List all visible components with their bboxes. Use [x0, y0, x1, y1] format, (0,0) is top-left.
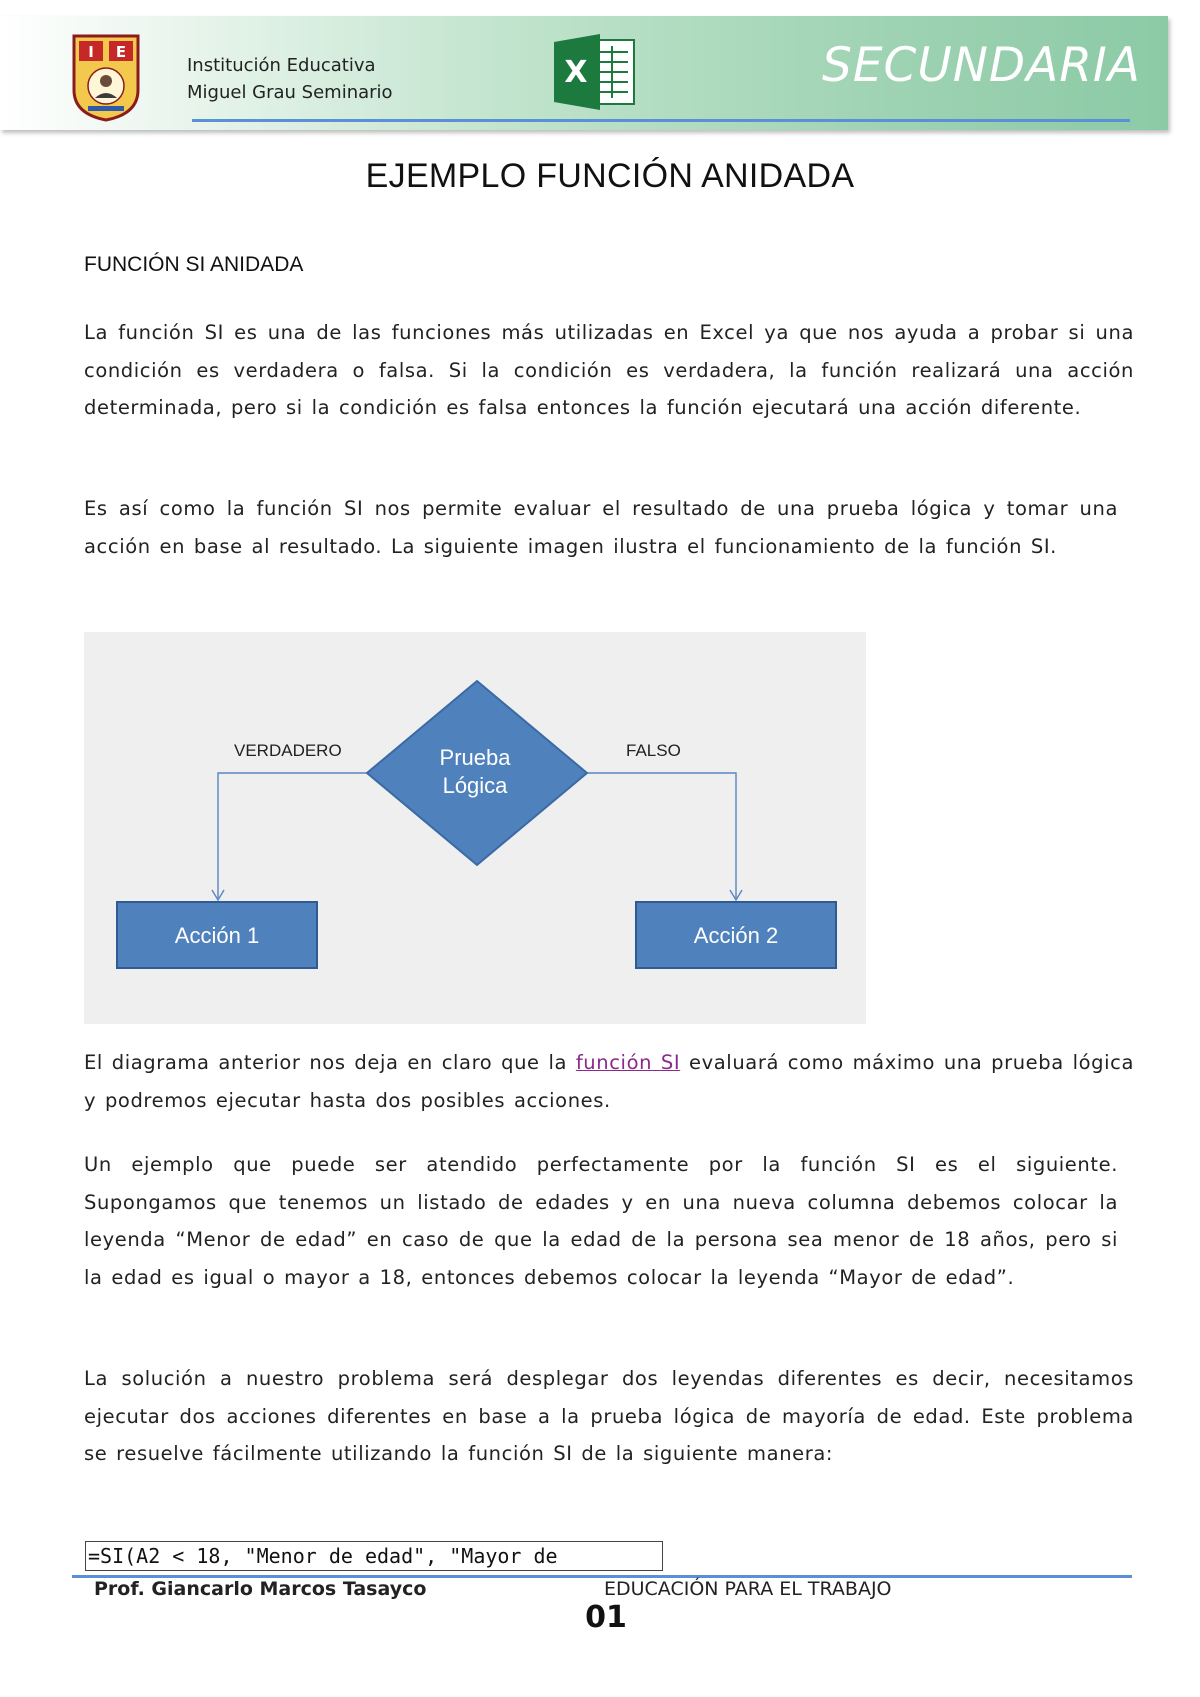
decision-label-line-2: Lógica [442, 773, 508, 798]
action-2-label: Acción 2 [693, 923, 779, 948]
funcion-si-link[interactable]: función SI [575, 1051, 681, 1074]
school-crest-logo [70, 32, 142, 122]
paragraph-diagram-explanation [84, 1044, 1134, 1119]
footer-author: Prof. Giancarlo Marcos Tasayco [94, 1578, 427, 1600]
paragraph-solution: La solución a nuestro problema será desplegar dos leyendas diferentes es decir, necesitamos ejecutar dos acciones diferentes en base a la prueba lógica de mayoría de edad. Este problema se resuelve fácilmente utilizando la función SI de la siguiente manera: [84, 1367, 1134, 1466]
if-function-diagram [84, 632, 866, 1024]
decision-label-line-1: Prueba [439, 745, 511, 770]
false-branch-label: FALSO [626, 741, 681, 760]
false-branch-connector [587, 773, 736, 898]
footer-subject: EDUCACIÓN PARA EL TRABAJO [604, 1578, 892, 1600]
header-rule [192, 119, 1130, 122]
excel-icon-letter: X [564, 55, 588, 90]
institution-line-1: Institución Educativa [187, 55, 376, 76]
document-title: EJEMPLO FUNCIÓN ANIDADA [365, 157, 855, 195]
institution-name [187, 52, 393, 106]
paragraph-text-after-link: evaluará como máximo una prueba lógica y podremos ejecutar hasta dos posibles acciones. [84, 1051, 1134, 1112]
formula-box: =SI(A2 < 18, "Menor de edad", "Mayor de [85, 1541, 663, 1571]
svg-text:E: E [115, 43, 127, 61]
excel-icon [552, 30, 640, 114]
paragraph-text-before-link: El diagrama anterior nos deja en claro que la [84, 1051, 576, 1074]
true-branch-connector [218, 773, 367, 898]
paragraph-evaluate: Es así como la función SI nos permite evaluar el resultado de una prueba lógica y tomar una acción en base al resultado. La siguiente imagen ilustra el funcionamiento de la función SI. [84, 497, 1118, 558]
section-title: FUNCIÓN SI ANIDADA [84, 253, 304, 276]
page-number: 01 [585, 1600, 627, 1635]
svg-text:I: I [88, 43, 94, 61]
level-label: SECUNDARIA [822, 38, 1141, 93]
paragraph-intro: La función SI es una de las funciones más utilizadas en Excel ya que nos ayuda a probar si una condición es verdadera o falsa. Si la condición es verdadera, la función realizará una acción determinada, pero si la condición es falsa entonces la función ejecutará una acción diferente. [84, 321, 1134, 420]
true-branch-label: VERDADERO [234, 741, 342, 760]
action-1-label: Acción 1 [174, 923, 260, 948]
paragraph-example: Un ejemplo que puede ser atendido perfectamente por la función SI es el siguiente. Supongamos que tenemos un listado de edades y en una nueva columna debemos colocar la leyenda “Menor de edad” en caso de que la edad de la persona sea menor de 18 años, pero si la edad es igual o mayor a 18, entonces debemos colocar la leyenda “Mayor de edad”. [84, 1153, 1118, 1289]
institution-line-2: Miguel Grau Seminario [187, 82, 393, 103]
